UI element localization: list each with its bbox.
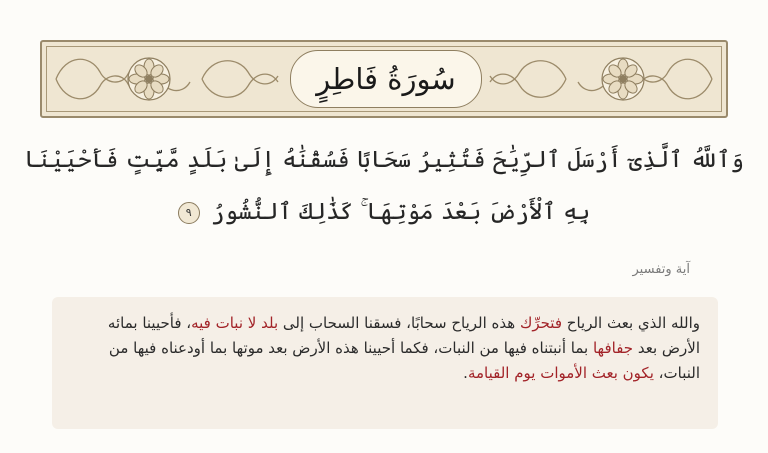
surah-title-plate bbox=[290, 50, 482, 108]
tafsir-segment: والله الذي بعث الرياح bbox=[562, 314, 700, 332]
surah-title: سُورَةُ فَاطِرٍ bbox=[316, 62, 456, 96]
tafsir-text bbox=[70, 311, 700, 386]
surah-header-banner bbox=[40, 40, 728, 118]
tafsir-highlight: جفافها bbox=[592, 339, 634, 357]
tafsir-highlight: فتحرِّك bbox=[519, 314, 562, 332]
tafsir-segment: بما أنبتناه فيها من النبات، فكما أحيينا هذه الأرض بعد موتها بما أودعناه فيها من النبات، bbox=[108, 339, 700, 382]
verse-text-block[interactable] bbox=[22, 134, 746, 238]
tafsir-segment: . bbox=[463, 364, 468, 382]
tafsir-highlight: يكون بعث الأموات يوم القيامة bbox=[467, 364, 654, 382]
verse-number-badge: ٩ bbox=[178, 202, 200, 224]
verse-text[interactable]: وَٱللَّهُ ٱلَّذِىٓ أَرْسَلَ ٱلرِّيَٰحَ فَتُثِيرُ سَحَابًا فَسُقْنَٰهُ إِلَىٰ بَلَدٍ مَّيِّتٍ فَأَحْيَيْنَا بِهِ ٱلْأَرْضَ بَعْدَ مَوْتِهَا ۚ كَذَٰلِكَ ٱلنُّشُورُ bbox=[24, 147, 744, 225]
tafsir-link[interactable]: آية وتفسير bbox=[632, 262, 690, 277]
rosette-left-icon bbox=[126, 56, 172, 102]
tafsir-segment: ، فأحيينا بمائه الأرض بعد bbox=[107, 314, 700, 357]
tafsir-segment: هذه الرياح سحابًا، فسقنا السحاب إلى bbox=[278, 314, 520, 332]
rosette-right-icon bbox=[600, 56, 646, 102]
tafsir-highlight: بلد لا نبات فيه bbox=[191, 314, 279, 332]
tafsir-box bbox=[52, 297, 718, 429]
